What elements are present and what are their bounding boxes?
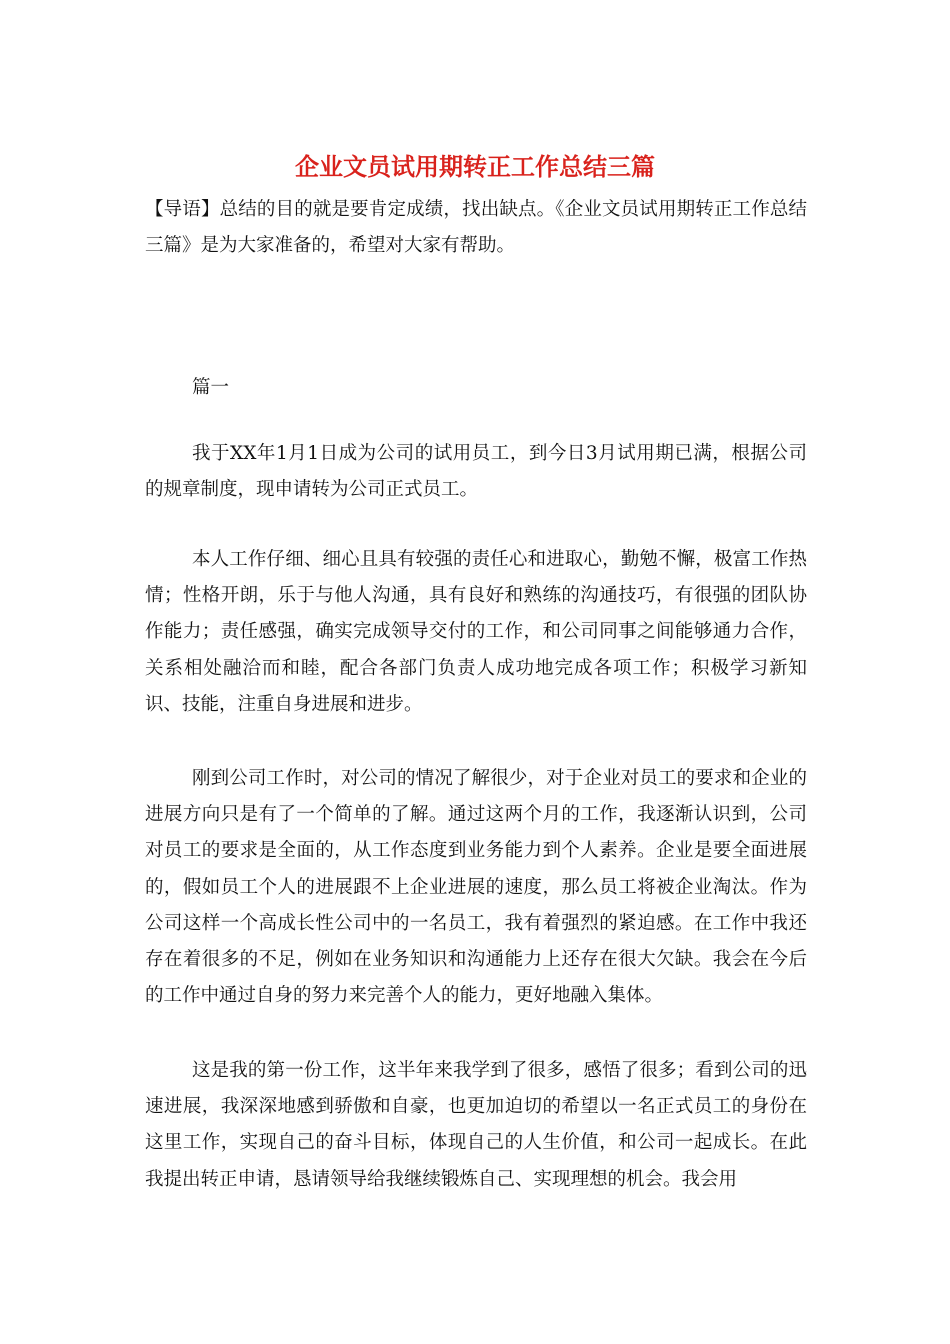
body-paragraph-1: 我于XX年1月1日成为公司的试用员工，到今日3月试用期已满，根据公司的规章制度，现申请转为公司正式员工。 <box>145 443 807 501</box>
body-paragraph-2: 本人工作仔细、细心且具有较强的责任心和进取心，勤勉不懈，极富工作热情；性格开朗，乐于与他人沟通，具有良好和熟练的沟通技巧，有很强的团队协作能力；责任感强，确实完成领导交付的工作，和公司同事之间能够通力合作，关系相处融洽而和睦，配合各部门负责人成功地完成各项工作；积极学习新知识、技能，注重自身进展和进步。 <box>145 549 807 715</box>
body-paragraph-4: 这是我的第一份工作，这半年来我学到了很多，感悟了很多；看到公司的迅速进展，我深深地感到骄傲和自豪，也更加迫切的希望以一名正式员工的身份在这里工作，实现自己的奋斗目标，体现自己的人生价值，和公司一起成长。在此我提出转正申请，恳请领导给我继续锻炼自己、实现理想的机会。我会用 <box>145 1060 807 1190</box>
intro-paragraph: 【导语】总结的目的就是要肯定成绩，找出缺点。《企业文员试用期转正工作总结三篇》是为大家准备的，希望对大家有帮助。 <box>145 199 807 257</box>
document-title: 企业文员试用期转正工作总结三篇 <box>295 153 655 181</box>
body-paragraph-3: 刚到公司工作时，对公司的情况了解很少，对于企业对员工的要求和企业的进展方向只是有了一个简单的了解。通过这两个月的工作，我逐渐认识到，公司对员工的要求是全面的，从工作态度到业务能力到个人素养。企业是要全面进展的，假如员工个人的进展跟不上企业进展的速度，那么员工将被企业淘汰。作为公司这样一个高成长性公司中的一名员工，我有着强烈的紧迫感。在工作中我还存在着很多的不足，例如在业务知识和沟通能力上还存在很大欠缺。我会在今后的工作中通过自身的努力来完善个人的能力，更好地融入集体。 <box>145 768 807 1007</box>
section-heading: 篇一 <box>192 377 230 398</box>
